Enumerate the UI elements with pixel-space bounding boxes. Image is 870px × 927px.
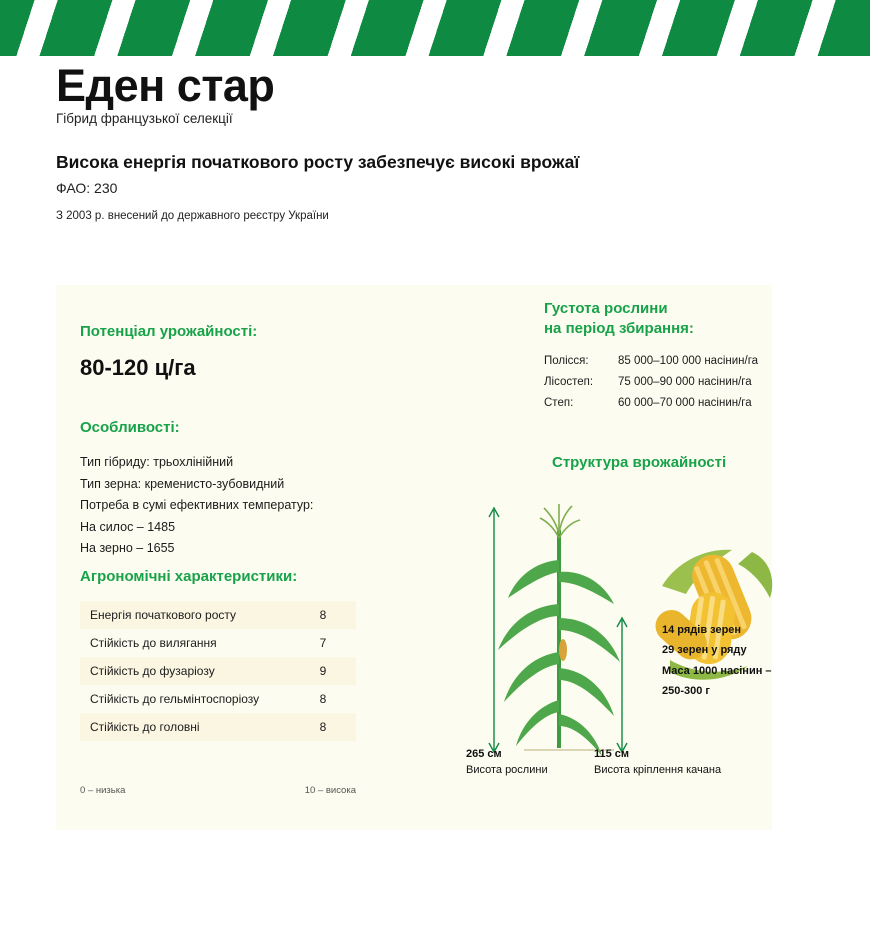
table-row — [80, 657, 356, 685]
density-value: 60 000–70 000 насінин/га — [618, 397, 752, 410]
table-row — [80, 629, 356, 657]
list-item: Потреба в сумі ефективних температур: — [80, 498, 314, 513]
list-item: На силос – 1485 — [80, 519, 176, 534]
page-title: Еден стар — [56, 60, 275, 111]
table-cell-name: Енергія початкового росту — [80, 601, 288, 629]
scale-legend — [80, 785, 356, 796]
yield-potential-heading: Потенціал урожайності: — [80, 323, 258, 340]
content-panel — [56, 285, 772, 830]
yield-structure-block — [552, 453, 726, 473]
density-zone: Лісостеп: — [544, 375, 594, 388]
list-item — [544, 393, 794, 414]
plant-height-caption: Висота рослини — [466, 763, 548, 776]
plant-density-heading-line2: на період збирання: — [544, 320, 694, 338]
features-heading: Особливості: — [80, 419, 180, 436]
cob-height-label-group — [594, 747, 721, 779]
stalk-cob — [559, 639, 567, 661]
plant-density-heading-line1: Густота рослини — [544, 300, 668, 317]
table-cell-value: 8 — [288, 685, 356, 713]
list-item: На зерно – 1655 — [80, 541, 175, 556]
scale-low-label: 0 – низька — [80, 785, 126, 796]
plant-density-block — [544, 299, 794, 414]
yield-potential-value: 80-120 ц/га — [80, 355, 196, 381]
table-cell-name: Стійкість до фузаріозу — [80, 657, 288, 685]
agronomic-table — [80, 601, 356, 741]
list-item: Тип зерна: кременисто-зубовидний — [80, 476, 285, 491]
table-row — [80, 601, 356, 629]
list-item: Маса 1000 насінин – — [662, 664, 772, 677]
left-column — [56, 285, 416, 830]
table-cell-value: 8 — [288, 713, 356, 741]
features-block — [80, 418, 400, 560]
page-subtitle: Гібрид французької селекції — [56, 111, 233, 127]
agronomic-heading: Агрономічні характеристики: — [80, 568, 298, 585]
cob-height-value: 115 см — [594, 748, 630, 760]
top-banner — [0, 0, 870, 56]
yield-potential-block — [80, 322, 257, 381]
scale-high-label: 10 – висока — [304, 785, 356, 796]
table-cell-value: 9 — [288, 657, 356, 685]
plant-density-heading — [544, 299, 794, 340]
registry-note: З 2003 р. внесений до державного реєстру України — [56, 210, 329, 223]
list-item — [544, 372, 794, 393]
document-header — [56, 62, 816, 222]
density-zone: Полісся: — [544, 354, 589, 367]
banner-stripes — [0, 0, 870, 56]
table-cell-name: Стійкість до гельмінтоспоріозу — [80, 685, 288, 713]
agronomic-block — [80, 567, 376, 741]
density-value: 75 000–90 000 насінин/га — [618, 375, 752, 388]
plant-height-label-group — [466, 747, 548, 779]
table-cell-value: 8 — [288, 601, 356, 629]
features-list — [80, 452, 400, 560]
tagline: Висока енергія початкового росту забезпечує високі врожаї — [56, 152, 580, 173]
plant-height-value: 265 см — [466, 748, 502, 760]
list-item: Тип гібриду: трьохлінійний — [80, 455, 234, 470]
table-cell-name: Стійкість до вилягання — [80, 629, 288, 657]
fao-value: ФАО: 230 — [56, 180, 118, 197]
table-cell-value: 7 — [288, 629, 356, 657]
list-item — [544, 351, 794, 372]
yield-structure-heading: Структура врожайності — [552, 454, 727, 471]
list-item: 14 рядів зерен — [662, 624, 742, 636]
table-row — [80, 685, 356, 713]
table-row — [80, 713, 356, 741]
cob-facts — [662, 620, 772, 701]
density-zone: Степ: — [544, 397, 574, 410]
cob-height-caption: Висота кріплення качана — [594, 763, 722, 776]
right-column — [434, 285, 772, 830]
density-value: 85 000–100 000 насінин/га — [618, 354, 759, 367]
plant-density-rows — [544, 351, 794, 415]
list-item: 250-300 г — [662, 685, 711, 698]
cob-height-arrow — [617, 618, 627, 752]
list-item: 29 зерен у ряду — [662, 644, 747, 657]
table-cell-name: Стійкість до головні — [80, 713, 288, 741]
plant-height-arrow — [489, 508, 499, 752]
